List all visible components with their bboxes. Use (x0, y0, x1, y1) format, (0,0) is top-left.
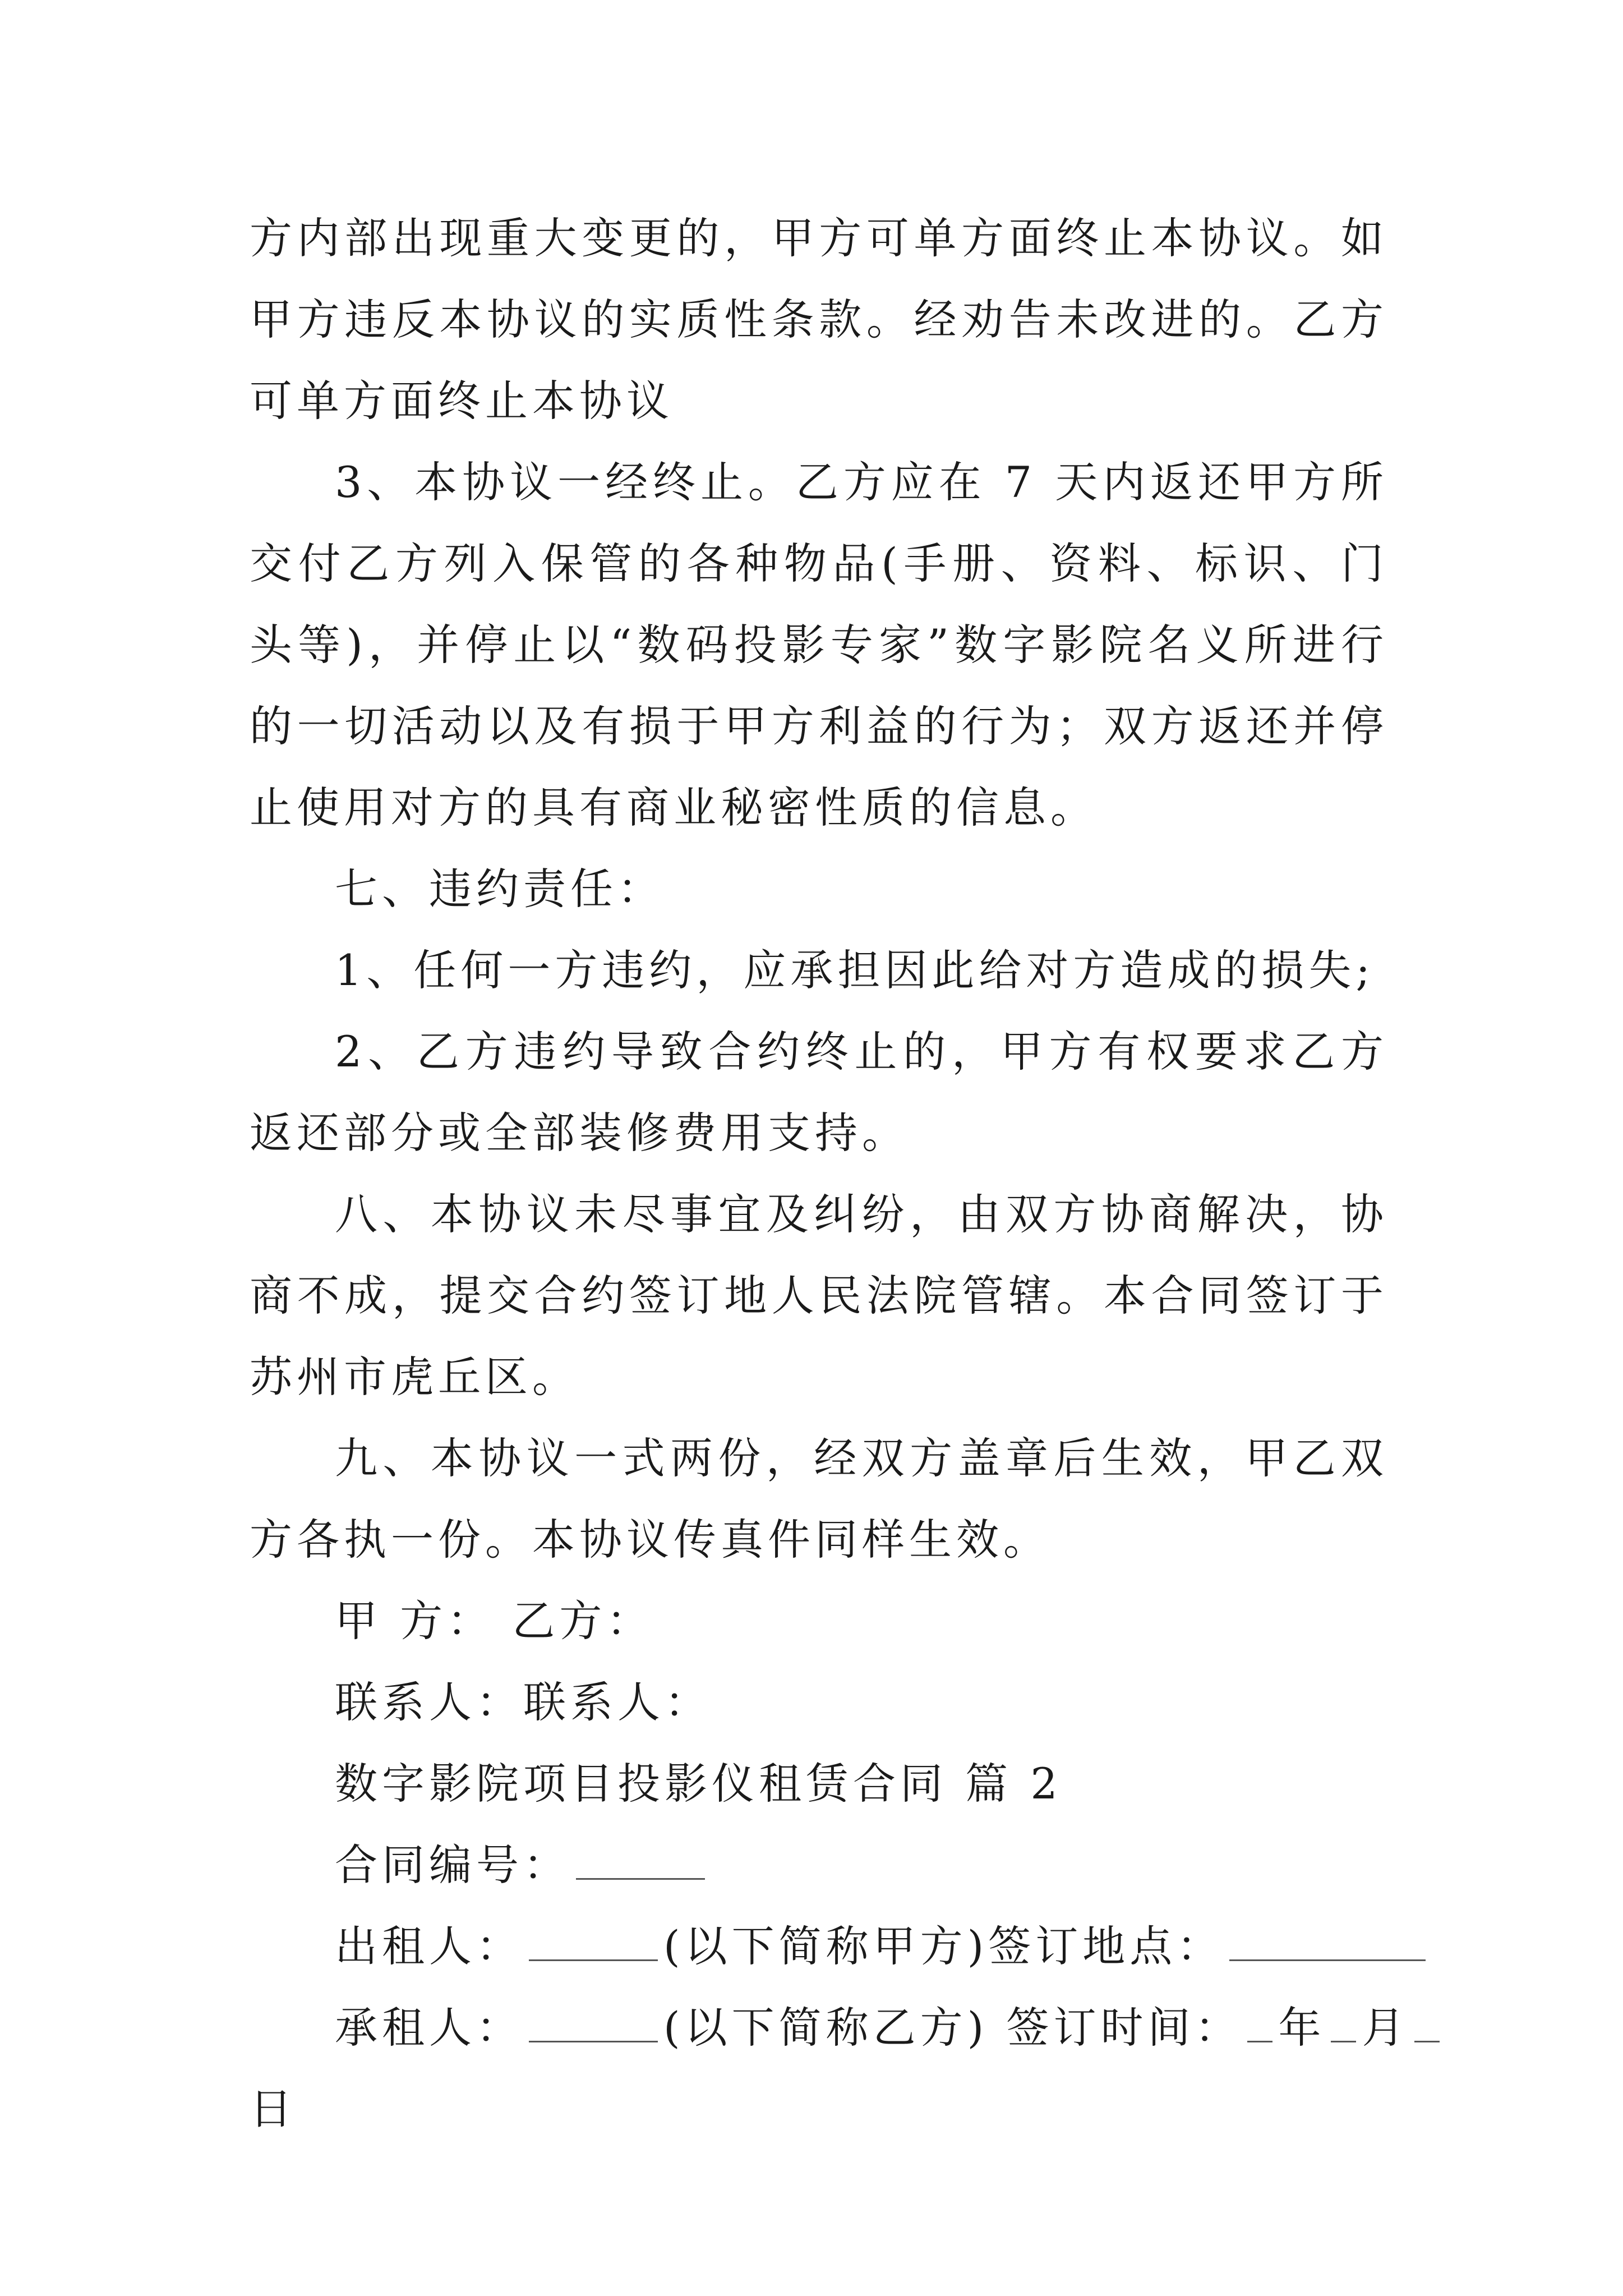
paragraph-return-items: 3、本协议一经终止。乙方应在 7 天内返还甲方所交付乙方列入保管的各种物品(手册、资料、标识、门头等)，并停止以“数码投影专家”数字影院名义所进行的一切活动以及有损于甲方利益的行为；双方返还并停止使用对方的具有商业秘密性质的信息。 (250, 457, 1388, 832)
paragraph-copies: 九、本协议一式两份，经双方盖章后生效，甲乙双方各执一份。本协议传真件同样生效。 (250, 1433, 1388, 1565)
signature-contacts: 联系人：联系人： (335, 1677, 712, 1727)
document-body (250, 197, 1409, 2150)
lessee-label: 承租人： (335, 2003, 523, 2053)
lessor-line (250, 1906, 1388, 1987)
lessee-line (250, 1987, 1409, 2068)
year-blank (1247, 1999, 1272, 2042)
lessee-blank (529, 1999, 658, 2042)
section-title: 数字影院项目投影仪租赁合同 篇 2 (335, 1759, 1062, 1809)
day-label: 日 (250, 2084, 297, 2134)
month-label: 月 (1362, 2003, 1409, 2053)
lessor-label: 出租人： (335, 1921, 523, 1971)
paragraph-disputes: 八、本协议未尽事宜及纠纷，由双方协商解决，协商不成，提交合约签订地人民法院管辖。本合同签订于苏州市虎丘区。 (250, 1189, 1388, 1402)
contract-number-blank (576, 1837, 705, 1880)
heading-breach-liability: 七、违约责任： (335, 864, 665, 914)
paragraph-termination-cont: 方内部出现重大变更的，甲方可单方面终止本协议。如甲方违反本协议的实质性条款。经劝告未改进的。乙方可单方面终止本协议 (250, 213, 1388, 426)
paragraph-breach-1: 1、任何一方违约，应承担因此给对方造成的损失; (335, 945, 1375, 995)
lessor-note: (以下简称甲方)签订地点： (663, 1921, 1224, 1971)
lessee-note: (以下简称乙方) 签订时间： (663, 2003, 1242, 2053)
lessor-blank (529, 1918, 658, 1961)
month-blank (1331, 1999, 1356, 2042)
year-label: 年 (1278, 2003, 1326, 2053)
day-blank (1414, 1999, 1440, 2042)
sign-place-blank (1229, 1918, 1426, 1961)
signature-parties: 甲 方： 乙方： (335, 1596, 654, 1646)
paragraph-breach-2: 2、乙方违约导致合约终止的，甲方有权要求乙方返还部分或全部装修费用支持。 (250, 1027, 1388, 1158)
contract-number-line (250, 1824, 1388, 1906)
contract-number-label: 合同编号： (335, 1840, 570, 1890)
